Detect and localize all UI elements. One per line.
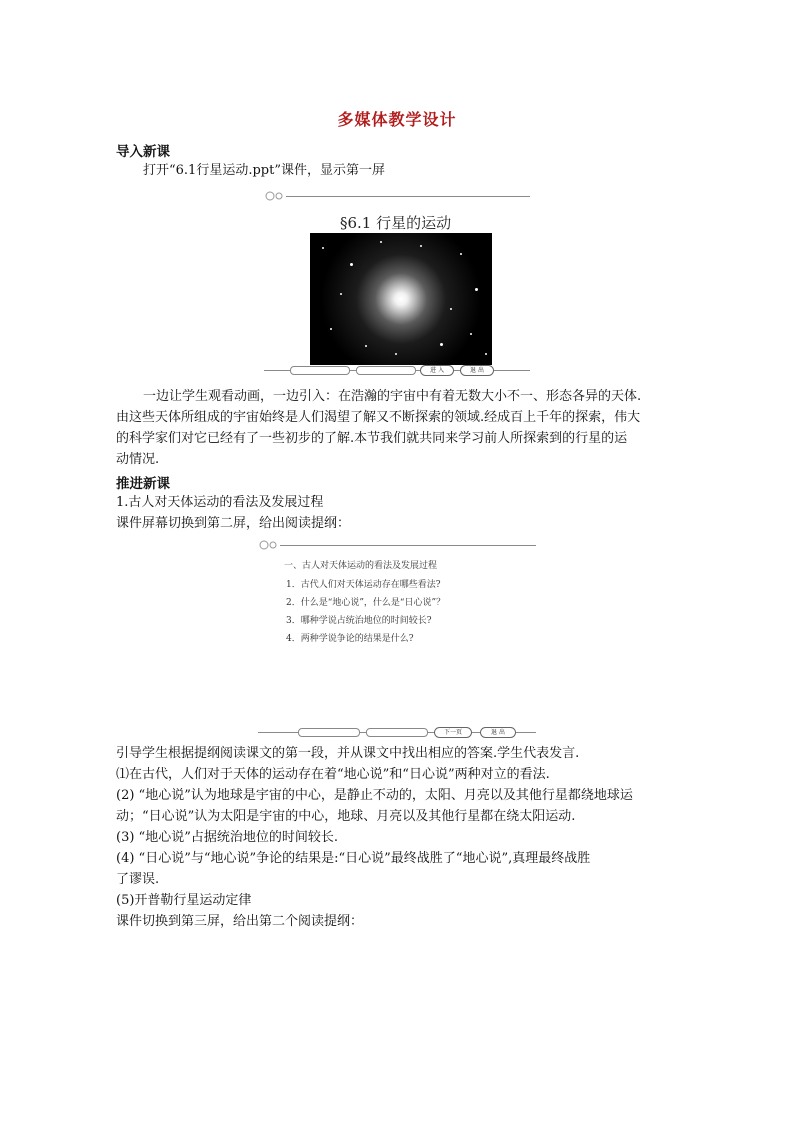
answer-line: 课件切换到第三屏，给出第二个阅读提纲： xyxy=(116,914,364,929)
intro-line: 打开“6.1行星运动.ppt”课件，显示第一屏 xyxy=(143,163,385,178)
slide-nav-slot xyxy=(366,728,428,737)
section-heading-intro: 导入新课 xyxy=(116,144,170,160)
exit-button[interactable]: 退 出 xyxy=(480,727,516,738)
slide-two xyxy=(258,536,536,740)
slide-nav-slot xyxy=(290,366,350,375)
answer-line: 引导学生根据提纲阅读课文的第一段，并从课文中找出相应的答案.学生代表发言. xyxy=(116,746,580,761)
slide-top-rule xyxy=(286,196,530,197)
paragraph-line: 动情况. xyxy=(116,452,160,467)
slide-top-rule xyxy=(280,545,536,546)
gear-ornament-icon xyxy=(264,190,286,202)
document-title: 多媒体教学设计 xyxy=(337,110,457,129)
answer-line: 了谬误. xyxy=(116,872,160,887)
slide-title: §6.1 行星的运动 xyxy=(340,214,452,232)
exit-button[interactable]: 退 出 xyxy=(460,365,494,376)
slide-nav-slot xyxy=(356,366,416,375)
enter-button[interactable]: 进 入 xyxy=(420,365,454,376)
slide-one xyxy=(264,186,530,382)
galaxy-image xyxy=(310,233,492,365)
answer-line: ⑴在古代，人们对于天体的运动存在着“地心说”和“日心说”两种对立的看法. xyxy=(116,767,550,782)
answers-block xyxy=(116,743,686,932)
answer-line: (4) “日心说”与“地心说”争论的结果是:“日心说”最终战胜了“地心说”,真理最终战胜 xyxy=(116,851,591,866)
outline-item: 2．什么是“地心说”，什么是“日心说”？ xyxy=(286,598,446,608)
answer-line: (3) “地心说”占据统治地位的时间较长. xyxy=(116,830,338,845)
switch-line: 课件屏幕切换到第二屏，给出阅读提纲： xyxy=(116,516,351,531)
answer-line: (2) “地心说”认为地球是宇宙的中心，是静止不动的，太阳、月亮以及其他行星都绕地球运 xyxy=(116,788,633,803)
outline-item: 3．哪种学说占统治地位的时间较长? xyxy=(286,616,432,626)
intro-paragraph xyxy=(116,386,686,470)
gear-ornament-icon xyxy=(258,539,280,551)
section-heading-new: 推进新课 xyxy=(116,476,170,492)
answer-line: 动；“日心说”认为太阳是宇宙的中心，地球、月亮以及其他行星都在绕太阳运动. xyxy=(116,809,576,824)
slide-nav-slot xyxy=(298,728,360,737)
subsection-title: 1.古人对天体运动的看法及发展过程 xyxy=(116,495,324,510)
paragraph-line: 的科学家们对它已经有了一些初步的了解.本节我们就共同来学习前人所探索到的行星的运 xyxy=(116,431,628,446)
paragraph-line: 一边让学生观看动画，一边引入：在浩瀚的宇宙中有着无数大小不一、形态各异的天体. xyxy=(143,389,642,404)
answer-line: (5)开普勒行星运动定律 xyxy=(116,893,252,908)
outline-heading: 一、古人对天体运动的看法及发展过程 xyxy=(284,561,438,571)
paragraph-line: 由这些天体所组成的宇宙始终是人们渴望了解又不断探索的领域.经成百上千年的探索，伟大 xyxy=(116,410,641,425)
outline-item: 1．古代人们对天体运动存在哪些看法? xyxy=(286,580,441,590)
next-page-button[interactable]: 下一页 xyxy=(434,727,472,738)
outline-item: 4．两种学说争论的结果是什么? xyxy=(286,634,414,644)
